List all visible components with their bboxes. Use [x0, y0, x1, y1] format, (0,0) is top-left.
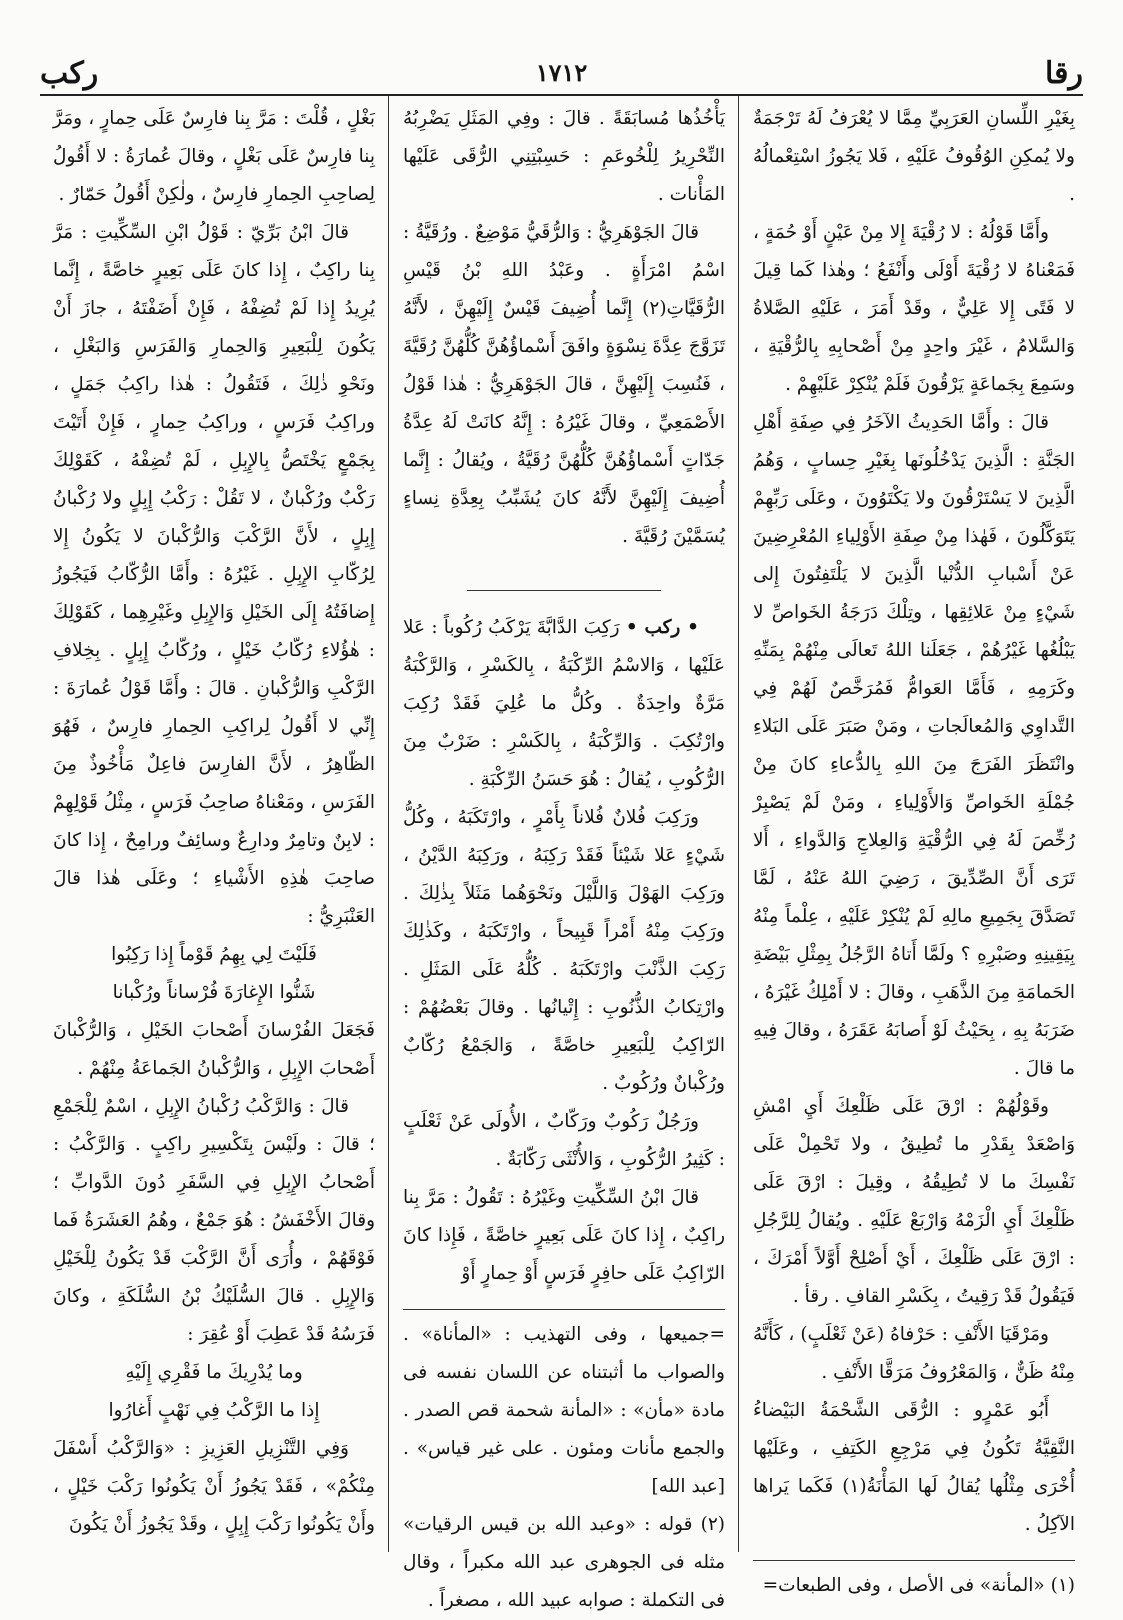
footnote: (٢) قوله : «وعبد الله بن قيس الرقيات» مثله فى الجوهرى عبد الله مكبراً ، وقال فى التكملة : صوابه عبيد الله ، مصغراً . [403, 1514, 725, 1611]
paragraph: أَبُو عَمْرٍو : الرُّقَى الشَّحْمَةُ البَيْضاءُ النَّقِيَّةُ تَكُونُ فِي مَرْجِعِ الكَتِفِ ، وعَلَيْها أُخْرَى مِثْلُها يُقالُ لَها المَأْنَةُ(١) فَكَما يَراها الآكِلُ . [753, 1400, 1075, 1535]
footnote: (١) «المأنة» فى الأصل ، وفى الطبعات= [762, 1575, 1075, 1596]
verse-line: شَنُّوا الإِغارَةَ فُرْساناً ورُكْبانا [112, 982, 316, 1003]
footnote-rule [753, 1560, 1075, 1561]
middle-column [403, 100, 725, 1611]
paragraph: قالَ : وَالرَّكْبُ رُكْبانُ الإِبِلِ ، اسْمٌ لِلْجَمْعِ ؛ قالَ : ولَيْسَ بِتَكْسِيرِ راكِبٍ . وَالرَّكْبُ : أَصْحابُ الإِبِلِ فِي السَّفَرِ دُونَ الدَّوابِّ ؛ وقالَ الأَخْفَشُ : هُوَ جَمْعٌ ، وهُمُ العَشَرَةُ فَما فَوْقَهُمْ ، وأُرَى أَنَّ الرَّكْبَ قَدْ يَكُونُ لِلْخَيْلِ وَالإِبِلِ . قالَ السُّلَيْكُ بْنُ السُّلَكَةِ ، وكانَ فَرَسُهُ قَدْ عَطِبَ أَوْ عُقِرَ : [53, 1096, 375, 1345]
page-header [40, 52, 1083, 96]
paragraph: يَأْخُذُها مُسابَقَةً . قالَ : وفِي المَثَلِ يَضْرِبُهُ النِّحْرِيرُ لِلْخُوعَمِ : حَسِبْتِنِي الرُّقَى عَلَيْها المَأْنات . [403, 108, 725, 205]
running-head-right: رقا [1045, 56, 1083, 91]
footnote: =جميعها ، وفى التهذيب : «المأناة» . والصواب ما أثبتناه عن اللسان نفسه فى مادة «مأن» : «المأنة شحمة قص الصدر . والجمع مأنات ومئون . على غير قياس» . [عبد الله] [403, 1324, 725, 1497]
paragraph: قالَ : وأَمَّا الحَدِيثُ الآخَرُ فِي صِفَةِ أَهْلِ الجَنَّةِ : الَّذِينَ يَدْخُلُونَها بِغَيْرِ حِسابٍ ، وَهُمُ الَّذِينَ لا يَسْتَرْقُونَ ولا يَكْتَوُونَ ، وعَلَى رَبِّهِمْ يَتَوَكَّلُونَ ، فَهٰذا مِنْ صِفَةِ الأَوْلِياءِ المُعْرِضِينَ عَنْ أَسْبابِ الدُّنْيا الَّذِينَ لا يَلْتَفِتُونَ إِلى شَيْءٍ مِنْ عَلائِقِها ، وتِلْكَ دَرَجَةُ الخَواصِّ لا يَبْلُغُها غَيْرُهُمْ ، جَعَلَنا اللهُ تَعالَى مِنْهُمْ بِمَنِّهِ وكَرَمِهِ ، فَأَمَّا العَوامُّ فَمُرَخَّصٌ لَهُمْ فِي التَّداوِي وَالمُعالَجاتِ ، ومَنْ صَبَرَ عَلَى البَلاءِ وانْتَظَرَ الفَرَجَ مِنَ اللهِ بِالدُّعاءِ كانَ مِنْ جُمْلَةِ الخَواصِّ وَالأَوْلِياءِ ، ومَنْ لَمْ يَصْبِرْ رُخِّصَ لَهُ فِي الرُّقْيَةِ وَالعِلاجِ وَالدَّواءِ ، أَلا تَرَى أَنَّ الصِّدِّيقَ ، رَضِيَ اللهُ عَنْهُ ، لَمَّا تَصَدَّقَ بِجَمِيعِ مالِهِ لَمْ يُنْكِرْ عَلَيْهِ ، عِلْماً مِنْهُ بِيَقِينِهِ وصَبْرِهِ ؟ ولَمَّا أَتاهُ الرَّجُلُ بِمِثْلِ بَيْضَةِ الحَمامَةِ مِنَ الذَّهَبِ ، وقالَ : لا أَمْلِكُ غَيْرَهُ ، ضَرَبَهُ بِهِ ، بِحَيْثُ لَوْ أَصابَهُ عَقَرَهُ ، وقالَ فِيهِ ما قالَ . [753, 412, 1075, 1079]
right-column [753, 100, 1075, 1596]
entry-separator [467, 590, 660, 591]
paragraph: ومَرْقَيَا الأَنْفِ : حَرْفاهُ (عَنْ ثَعْلَبٍ) ، كَأَنَّهُ مِنْهُ ظَنٌّ ، وَالمَعْرُوفُ مَرَقَّا الأَنْفِ . [753, 1324, 1075, 1383]
paragraph: وَفِي التَّنْزِيلِ العَزِيزِ : «وَالرَّكْبُ أَسْفَلَ مِنْكُمْ» ، فَقَدْ يَجُوزُ أَنْ يَكُونُوا رَكْبَ خَيْلٍ ، وأَنْ يَكُونُوا رَكْبَ إِبِلٍ ، وقَدْ يَجُوزُ أَنْ يَكُونَ [53, 1438, 375, 1535]
paragraph: ورَجُلٌ رَكُوبٌ ورَكّابٌ ، الأُولَى عَنْ ثَعْلَبٍ : كَثِيرُ الرُّكُوبِ ، وَالأُنْثَى رَكّابَةٌ . [403, 1111, 725, 1170]
entry-headword: • ركب • [625, 617, 699, 638]
column-divider [738, 96, 739, 1552]
paragraph: قالَ الجَوْهَرِيُّ : وَالرُّقَيُّ مَوْضِعٌ . ورُقَيَّةُ : اسْمُ امْرَأَةٍ . وعَبْدُ اللهِ بْنُ قَيْسِ الرُّقَيَّاتِ(٢) إِنَّما أُضِيفَ قَيْسٌ إِلَيْهِنَّ ، لأَنَّهُ تَزَوَّجَ عِدَّةَ نِسْوَةٍ وافَقَ أَسْماؤُهُنَّ كُلُّهُنَّ رُقَيَّةَ ، فَنُسِبَ إِلَيْهِنَّ ، قالَ الجَوْهَرِيُّ : هٰذا قَوْلُ الأَصْمَعِيِّ ، وقالَ غَيْرُهُ : إِنَّهُ كانَتْ لَهُ عِدَّةُ جَدّاتٍ أَسْماؤُهُنَّ كُلُّهُنَّ رُقَيَّةُ ، ويُقالُ : إِنَّما أُضِيفَ إِلَيْهِنَّ لأَنَّهُ كانَ يُشَبِّبُ بِعِدَّةِ نِساءٍ يُسَمَّيْنَ رُقَيَّةَ . [403, 222, 725, 547]
column-divider [388, 96, 389, 1552]
entry-paragraph [403, 609, 725, 799]
paragraph: بَغْلٍ ، قُلْتَ : مَرَّ بِنا فارِسٌ عَلَى حِمارٍ ، ومَرَّ بِنا فارِسٌ عَلَى بَغْلٍ ، وقالَ عُمارَةُ : لا أَقُولُ لِصاحِبِ الحِمارِ فارِسٌ ، ولٰكِنْ أَقُولُ حَمّارٌ . [53, 108, 375, 205]
paragraph: فَجَعَلَ الفُرْسانَ أَصْحابَ الخَيْلِ ، وَالرُّكْبانَ أَصْحابَ الإِبِلِ ، وَالرُّكْبانُ الجَماعَةُ مِنْهُمْ . [53, 1020, 375, 1079]
verse-line: فَلَيْتَ لِي بِهِمُ قَوْماً إِذا رَكِبُوا [111, 944, 317, 965]
paragraph: قالَ ابْنُ السِّكِّيتِ وغَيْرُهُ : تَقُولُ : مَرَّ بِنا راكِبٌ ، إِذا كانَ عَلَى بَعِيرٍ خاصَّةً ، فَإِذا كانَ الرّاكِبُ عَلَى حافِرٍ فَرَسٍ أَوْ حِمارٍ أَوْ [403, 1187, 725, 1284]
footnote-rule [403, 1309, 725, 1310]
entry-text: رَكِبَ الدَّابَّةَ يَرْكَبُ رُكُوباً : عَلا عَلَيْها ، وَالاسْمُ الرِّكْبَةُ ، بِالكَسْرِ ، وَالرَّكْبَةُ مَرَّةٌ واحِدَةٌ . وكُلُّ ما عُلِيَ فَقَدْ رُكِبَ وارْتُكِبَ . وَالرِّكْبَةُ ، بِالكَسْرِ : ضَرْبٌ مِنَ الرُّكُوبِ ، يُقالُ : هُوَ حَسَنُ الرِّكْبَةِ . [403, 617, 725, 790]
running-head-left: ركب [40, 56, 99, 91]
verse-line: إِذا ما الرَّكْبُ فِي نَهْبٍ أَغارُوا [108, 1400, 320, 1421]
paragraph: وقَوْلُهُمْ : ارْقَ عَلَى ظَلْعِكَ أَيِ امْشِ وَاصْعَدْ بِقَدْرِ ما تُطِيقُ ، ولا تَحْمِلْ عَلَى نَفْسِكَ ما لا تُطِيقُهُ ، وقِيلَ : ارْقَ عَلَى ظَلْعِكَ أَيِ الْزَمْهُ وَارْبَعْ عَلَيْهِ . ويُقالُ لِلرَّجُلِ : ارْقَ عَلَى ظَلْعِكَ ، أَيْ أَصْلِحْ أَوَّلاً أَمْرَكَ ، فَيَقُولُ قَدْ رَقِيتُ ، بِكَسْرِ القافِ . رقأ . [753, 1096, 1075, 1307]
paragraph: ورَكِبَ فُلانٌ فُلاناً بِأَمْرٍ ، وارْتَكَبَهُ ، وكُلُّ شَيْءٍ عَلا شَيْئاً فَقَدْ رَكِبَهُ ، ورَكِبَهُ الدَّيْنُ ، ورَكِبَ الهَوْلَ وَاللَّيْلَ ونَحْوَهُما مَثَلاً بِذٰلِكَ . ورَكِبَ مِنْهُ أَمْراً قَبِيحاً ، وارْتَكَبَهُ ، وكَذٰلِكَ رَكِبَ الذَّنْبَ وارْتَكَبَهُ . كُلُّهُ عَلَى المَثَلِ . وارْتِكابُ الذُّنُوبِ : إِتْيانُها . وقالَ بَعْضُهُمْ : الرّاكِبُ لِلْبَعِيرِ خاصَّةً ، وَالجَمْعُ رُكّابٌ ورُكْبانٌ ورُكُوبٌ . [403, 807, 725, 1094]
left-column [53, 100, 375, 1550]
paragraph: قالَ ابْنُ بَرِّيّ : قَوْلُ ابْنِ السِّكِّيتِ : مَرَّ بِنا راكِبٌ ، إِذا كانَ عَلَى بَعِيرٍ خاصَّةً ، إِنَّما يُرِيدُ إِذا لَمْ تُضِفْهُ ، فَإِنْ أَضَفْتَهُ ، جازَ أَنْ يَكُونَ لِلْبَعِيرِ وَالحِمارِ وَالفَرَسِ وَالبَغْلِ ، ونَحْوِ ذٰلِكَ ، فَتَقُولُ : هٰذا راكِبُ جَمَلٍ ، وراكِبُ فَرَسٍ ، وراكِبُ حِمارٍ ، فَإِنْ أَتَيْتَ بِجَمْعٍ يَخْتَصُّ بِالإِبِلِ ، لَمْ تُضِفْهُ ، كَقَوْلِكَ رَكْبٌ ورُكْبانٌ ، لا تَقُلْ : رَكْبُ إِبِلٍ ولا رُكْبانُ إِبِلٍ ، لأَنَّ الرَّكْبَ وَالرُّكْبانَ لا يَكُونُ إِلا لِرُكّابِ الإِبِلِ . غَيْرُهُ : وأَمَّا الرُّكّابُ فَيَجُوزُ إِضافَتُهُ إِلَى الخَيْلِ وَالإِبِلِ وغَيْرِهِما ، كَقَوْلِكَ : هٰؤُلاءِ رُكّابُ خَيْلٍ ، ورُكّابُ إِبِلٍ . بِخِلافِ الرَّكْبِ وَالرُّكْبانِ . قالَ : وأَمَّا قَوْلُ عُمارَةَ : إِنِّي لا أَقُولُ لِراكِبِ الحِمارِ فارِسٌ ، فَهُوَ الظّاهِرُ ، لأَنَّ الفارِسَ فاعِلٌ مَأْخُوذٌ مِنَ الفَرَسِ ، ومَعْناهُ صاحِبُ فَرَسٍ ، مِثْلُ قَوْلِهِمْ : لابِنٌ وتامِرٌ ودارِعٌ وسائِفٌ ورامِحٌ ، إِذا كانَ صاحِبَ هٰذِهِ الأَشْياءِ ؛ وعَلَى هٰذا قالَ العَنْبَرِيُّ : [53, 222, 375, 927]
page-number: ١٧١٢ [535, 58, 588, 87]
header-rule [40, 94, 1083, 96]
paragraph: وأَمَّا قَوْلُهُ : لا رُقْيَةَ إِلا مِنْ عَيْنٍ أَوْ حُمَةٍ ، فَمَعْناهُ لا رُقْيَةَ أَوْلَى وأَنْفَعُ ؛ وهٰذا كَما قِيلَ لا فَتًى إِلا عَلِيٌّ ، وقَدْ أَمَرَ ، عَلَيْهِ الصَّلاةُ وَالسَّلامُ ، غَيْرَ واحِدٍ مِنْ أَصْحابِهِ بِالرُّقْيَةِ ، وسَمِعَ بِجَماعَةٍ يَرْقُونَ فَلَمْ يُنْكِرْ عَلَيْهِمْ . [753, 222, 1075, 395]
verse-line: وما يُدْرِيكَ ما فَقْرِي إِلَيْهِ [125, 1362, 303, 1383]
paragraph: بِغَيْرِ اللِّسانِ العَرَبِيِّ مِمَّا لا يُعْرَفُ لَهُ تَرْجَمَةٌ ولا يُمكِنِ الوُقُوفُ عَلَيْهِ ، فَلا يَجُوزُ اسْتِعْمالُهُ . [753, 108, 1075, 205]
